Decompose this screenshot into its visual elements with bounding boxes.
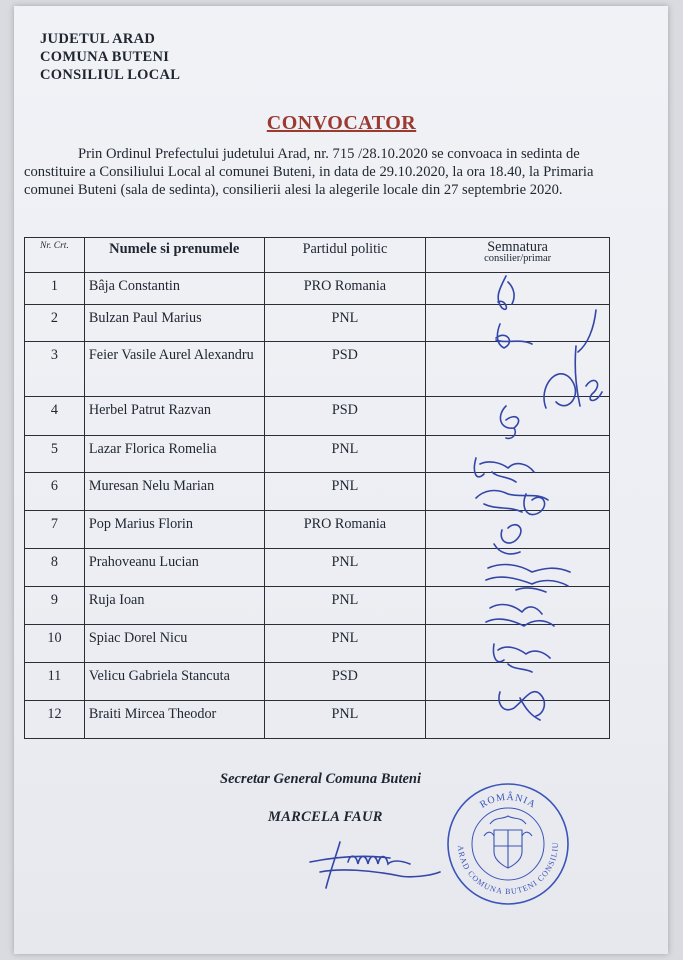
row-party: PSD [264,663,426,701]
row-name: Lazar Florica Romelia [84,436,264,473]
signature-9 [486,605,554,626]
row-party: PRO Romania [264,511,426,549]
row-party: PNL [264,701,426,739]
signature-11 [499,692,544,720]
row-party: PNL [264,436,426,473]
row-name: Spiac Dorel Nicu [84,625,264,663]
signature-4 [500,406,518,438]
header-signature-label: Semnatura [487,239,548,255]
signature-8 [486,565,570,592]
row-nr: 6 [25,473,85,511]
row-party: PNL [264,305,426,342]
signature-2 [496,310,596,352]
secretary-name: MARCELA FAUR [268,809,383,825]
row-party: PSD [264,397,426,436]
row-nr: 4 [25,397,85,436]
row-nr: 11 [25,663,85,701]
row-nr: 10 [25,625,85,663]
row-name: Bulzan Paul Marius [84,305,264,342]
row-nr: 3 [25,342,85,397]
row-name: Pop Marius Florin [84,511,264,549]
row-name: Bâja Constantin [84,273,264,305]
row-nr: 9 [25,587,85,625]
document-title: CONVOCATOR [266,112,417,134]
row-nr: 1 [25,273,85,305]
row-party: PSD [264,342,426,397]
header-party: Partidul politic [264,238,426,273]
commune-line: COMUNA BUTENI [40,49,170,65]
header-nr: Nr. Crt. [25,238,85,273]
row-name: Ruja Ioan [84,587,264,625]
header-signature-sub: consilier/primar [484,253,552,264]
coat-of-arms-icon [484,816,532,868]
signature-10 [493,644,550,672]
intro-paragraph: Prin Ordinul Prefectului judetului Arad, nr. 715 /28.10.2020 se convoaca in sedinta de constituire a Consiliului Local al comunei Buteni, in data de 29.10.2020, la ora 18.40, la Primaria comunei Buteni (sala de sedinta), consilierii alesi la alegerile locale din 27 septembrie 2020. [24,146,594,198]
row-name: Braiti Mircea Theodor [84,701,264,739]
issuer-header [40,30,180,84]
row-nr: 7 [25,511,85,549]
row-nr: 8 [25,549,85,587]
row-nr: 5 [25,436,85,473]
row-name: Feier Vasile Aurel Alexandru [84,342,264,397]
row-name: Prahoveanu Lucian [84,549,264,587]
row-party: PNL [264,587,426,625]
stamp-top-text: ROMÂNIA [478,791,538,811]
row-name: Herbel Patrut Razvan [84,397,264,436]
row-party: PNL [264,549,426,587]
row-party: PRO Romania [264,273,426,305]
county-line: JUDETUL ARAD [40,31,156,47]
signature-6 [476,491,548,515]
secretary-title: Secretar General Comuna Buteni [220,771,422,787]
signature-5 [474,458,534,482]
stamp-bottom-text: ARAD COMUNA BUTENI CONSILIU [455,841,561,897]
signature-7 [494,525,521,554]
signature-1 [498,276,514,309]
row-party: PNL [264,473,426,511]
row-party: PNL [264,625,426,663]
header-name: Numele si prenumele [84,238,264,273]
row-nr: 12 [25,701,85,739]
row-name: Velicu Gabriela Stancuta [84,663,264,701]
council-line: CONSILIUL LOCAL [40,67,181,83]
row-nr: 2 [25,305,85,342]
row-name: Muresan Nelu Marian [84,473,264,511]
secretary-signature [300,832,450,894]
official-stamp [444,780,572,908]
signature-3 [544,346,602,408]
handwritten-signatures [436,268,616,728]
